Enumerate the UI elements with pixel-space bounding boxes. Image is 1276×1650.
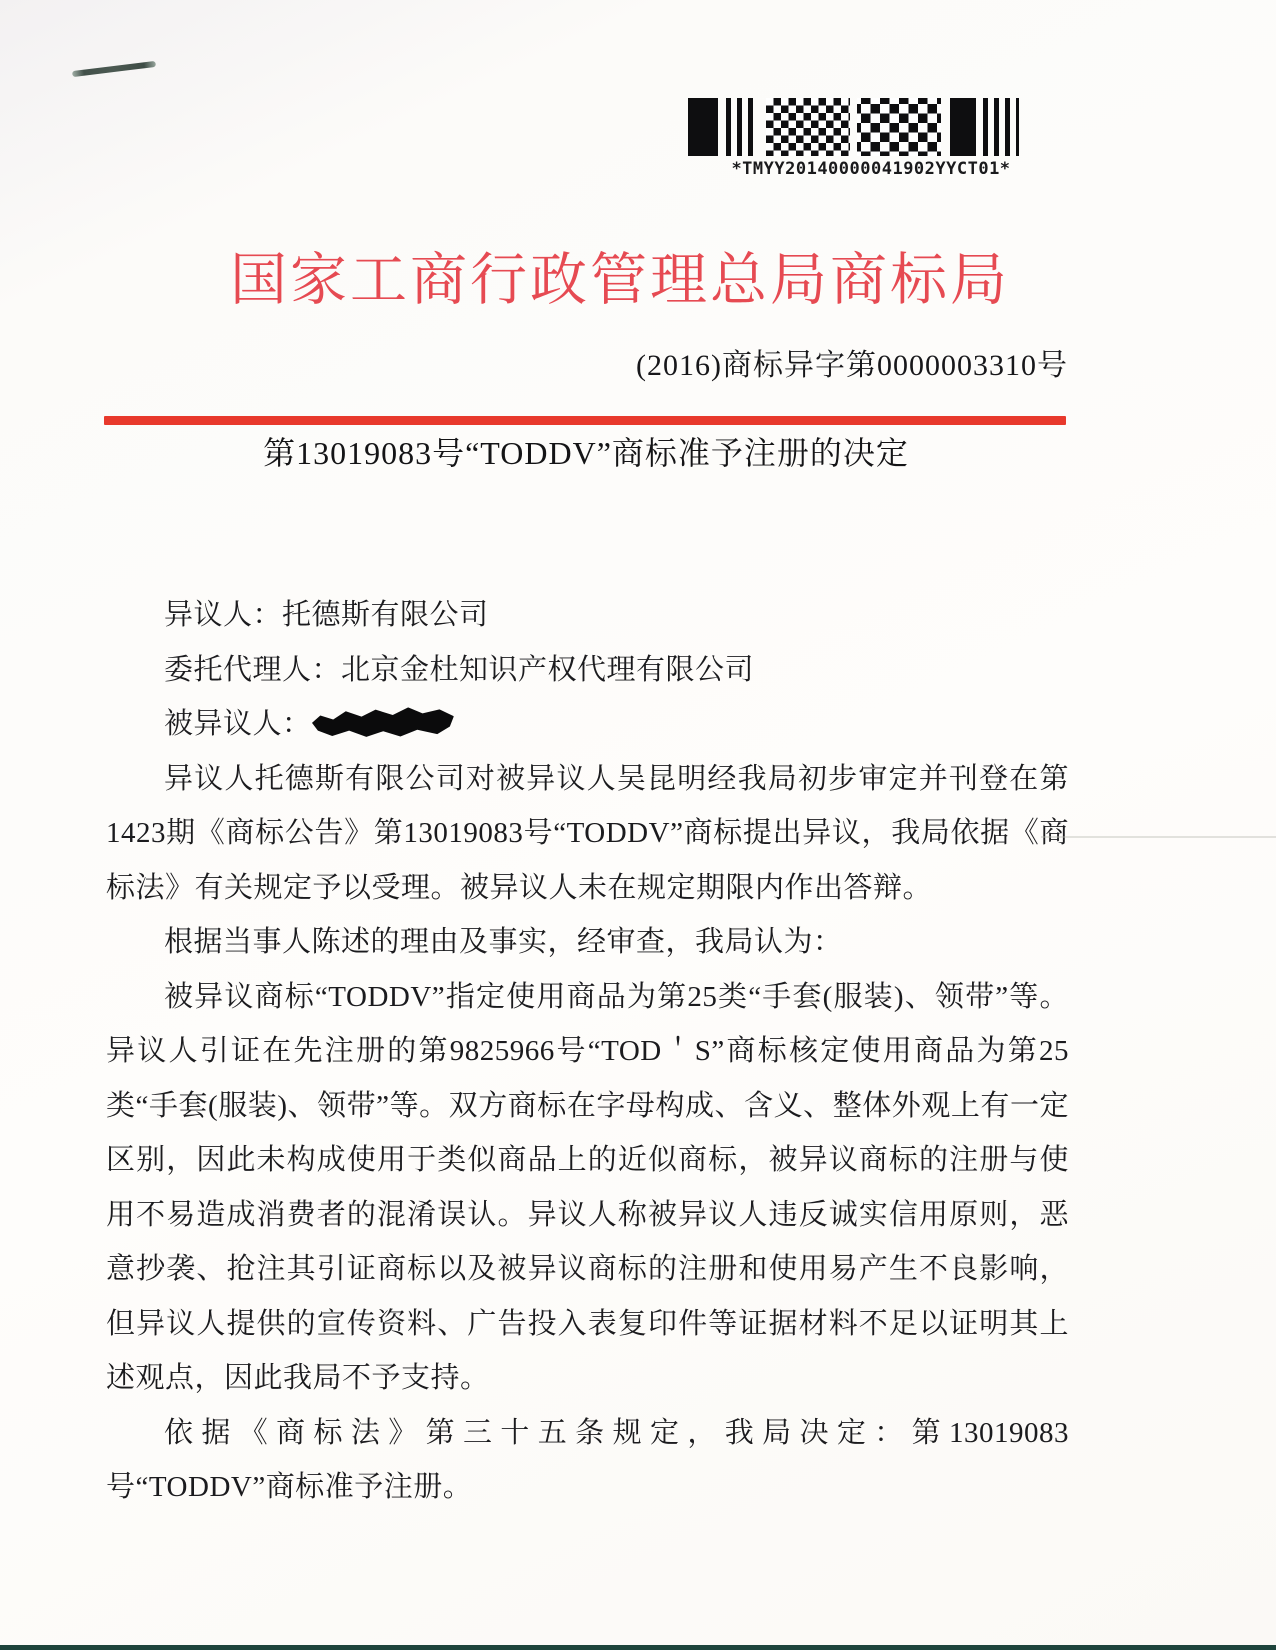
barcode-segment [726, 98, 756, 156]
decision-title: 第13019083号“TODDV”商标准予注册的决定 [263, 435, 909, 471]
paragraph-2: 根据当事人陈述的理由及事实，经审查，我局认为： [164, 926, 843, 958]
redacted-name-blob [311, 706, 454, 739]
paragraph-1: 异议人托德斯有限公司对被异议人吴昆明经我局初步审定并刊登在第1423期《商标公告》第13019083号“TODDV”商标提出异议，我局依据《商标法》有关规定予以受理。被异议人未在规定期限内作出答辩。 [106, 762, 1069, 904]
paragraph-4: 依据《商标法》第三十五条规定，我局决定：第13019083号“TODDV”商标准予注册。 [106, 1416, 1069, 1503]
opposed-line [106, 697, 1069, 752]
barcode-segment [766, 98, 850, 156]
scanner-bottom-edge [0, 1645, 1276, 1650]
barcode-segment [857, 98, 941, 156]
barcode-segment [983, 98, 1019, 156]
paragraph-3: 被异议商标“TODDV”指定使用商品为第25类“手套(服装)、领带”等。异议人引证在先注册的第9825966号“TOD＇S”商标核定使用商品为第25类“手套(服装)、领带”等。双方商标在字母构成、含义、整体外观上有一定区别，因此未构成使用于类似商品上的近似商标，被异议商标的注册与使用不易造成消费者的混淆误认。异议人称被异议人违反诚实信用原则，恶意抄袭、抢注其引证商标以及被异议商标的注册和使用易产生不良影响，但异议人提供的宣传资料、广告投入表复印件等证据材料不足以证明其上述观点，因此我局不予支持。 [106, 980, 1069, 1394]
barcode-segment [688, 98, 718, 156]
barcode-area [688, 98, 1054, 179]
barcode-image [688, 98, 1054, 156]
scan-crease-artifact [1041, 836, 1276, 838]
opposed-label: 被异议人： [164, 708, 312, 740]
agent-line: 委托代理人：北京金杜知识产权代理有限公司 [164, 653, 755, 686]
staple-mark [72, 61, 156, 77]
document-body [106, 588, 1069, 1515]
red-divider-rule [104, 416, 1066, 425]
document-number: (2016)商标异字第0000003310号 [636, 349, 1068, 382]
opponent-line: 异议人：托德斯有限公司 [164, 599, 489, 631]
barcode-caption: *TMYY20140000041902YYCT01* [731, 159, 1011, 179]
agency-title: 国家工商行政管理总局商标局 [230, 249, 1010, 312]
barcode-segment [950, 98, 976, 156]
